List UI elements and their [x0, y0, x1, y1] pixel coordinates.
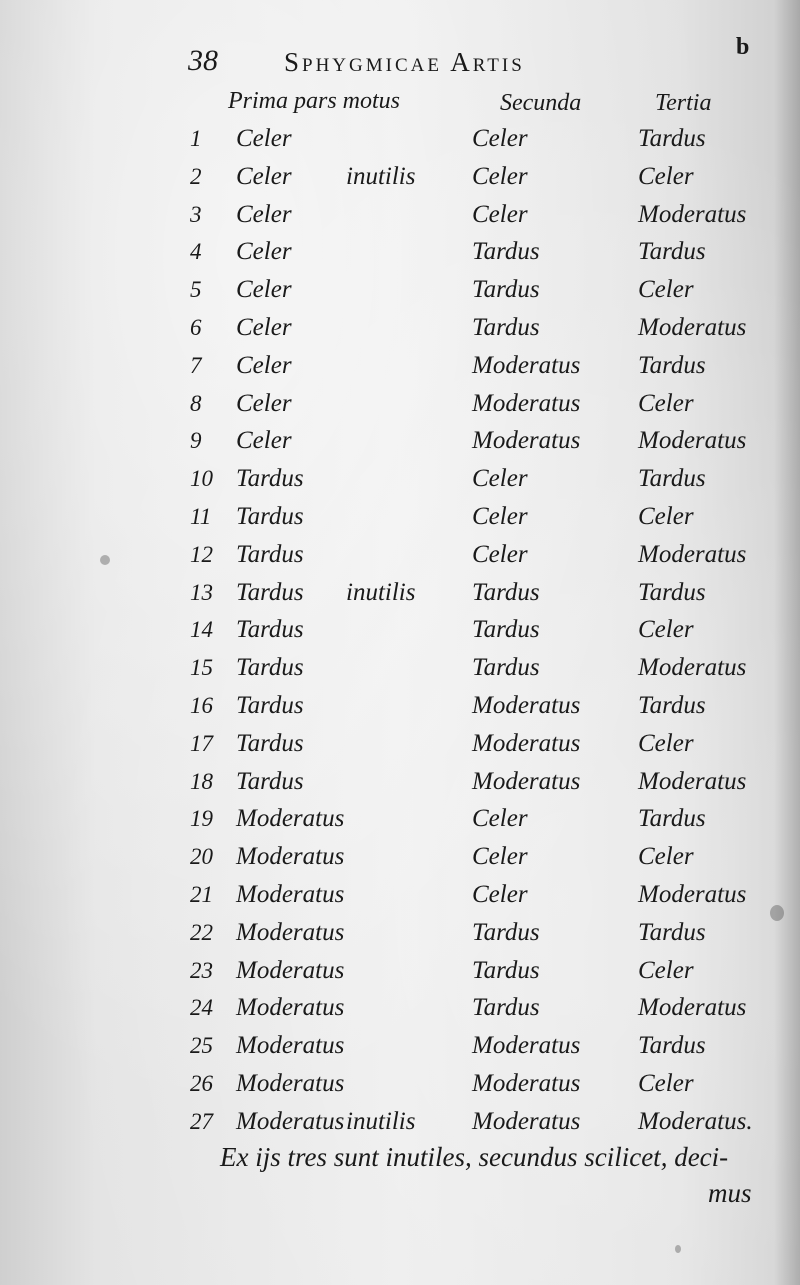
footer-text: Ex ijs tres sunt inutiles, secundus scilicet, deci- [220, 1142, 729, 1172]
row-number: 12 [190, 542, 213, 567]
second-part-cell: Tardus [472, 579, 540, 606]
first-part-cell: Celer [236, 276, 292, 303]
third-part-cell: Celer [638, 957, 694, 984]
first-part-cell: Celer [236, 238, 292, 265]
row-number: 4 [190, 239, 202, 264]
first-part-cell: Moderatus [236, 1108, 345, 1135]
row-number: 1 [190, 126, 202, 151]
second-part-cell: Tardus [472, 616, 540, 643]
second-part-cell: Celer [472, 125, 528, 152]
column-header-first: Prima pars motus [228, 88, 401, 114]
third-part-cell: Moderatus [638, 994, 747, 1021]
second-part-cell: Moderatus [472, 1108, 581, 1135]
third-part-cell: Tardus [638, 238, 706, 265]
second-part-cell: Celer [472, 465, 528, 492]
second-part-cell: Celer [472, 881, 528, 908]
first-part-cell: Moderatus [236, 843, 345, 870]
second-part-cell: Tardus [472, 654, 540, 681]
ink-speck [770, 905, 784, 921]
footer-continuation: mus [708, 1178, 752, 1208]
third-part-cell: Celer [638, 503, 694, 530]
row-number: 16 [190, 693, 213, 718]
second-part-cell: Celer [472, 503, 528, 530]
corner-mark: b [736, 34, 750, 60]
row-number: 15 [190, 655, 213, 680]
row-number: 18 [190, 769, 213, 794]
first-part-cell: Tardus [236, 692, 304, 719]
row-number: 17 [190, 731, 213, 756]
second-part-cell: Tardus [472, 957, 540, 984]
inutilis-note: inutilis [346, 1108, 416, 1135]
first-part-cell: Moderatus [236, 919, 345, 946]
row-number: 23 [190, 958, 213, 983]
third-part-cell: Moderatus [638, 654, 747, 681]
column-header-second: Secunda [500, 90, 582, 116]
third-part-cell: Moderatus. [638, 1108, 753, 1135]
first-part-cell: Moderatus [236, 881, 345, 908]
second-part-cell: Moderatus [472, 730, 581, 757]
second-part-cell: Tardus [472, 314, 540, 341]
row-number: 9 [190, 428, 202, 453]
second-part-cell: Moderatus [472, 768, 581, 795]
first-part-cell: Celer [236, 125, 292, 152]
ink-speck [675, 1245, 681, 1253]
second-part-cell: Moderatus [472, 427, 581, 454]
row-number: 21 [190, 882, 213, 907]
row-number: 11 [190, 504, 212, 529]
second-part-cell: Tardus [472, 276, 540, 303]
third-part-cell: Tardus [638, 919, 706, 946]
third-part-cell: Celer [638, 390, 694, 417]
row-number: 26 [190, 1071, 213, 1096]
row-number: 19 [190, 806, 213, 831]
first-part-cell: Moderatus [236, 1032, 345, 1059]
second-part-cell: Tardus [472, 994, 540, 1021]
page-number: 38 [188, 44, 218, 77]
third-part-cell: Tardus [638, 805, 706, 832]
running-title: Sphygmicae Artis [284, 47, 525, 77]
row-number: 14 [190, 617, 213, 642]
third-part-cell: Celer [638, 163, 694, 190]
column-header-third: Tertia [655, 90, 712, 116]
second-part-cell: Celer [472, 541, 528, 568]
first-part-cell: Tardus [236, 541, 304, 568]
third-part-cell: Tardus [638, 125, 706, 152]
first-part-cell: Moderatus [236, 805, 345, 832]
first-part-cell: Tardus [236, 654, 304, 681]
first-part-cell: Moderatus [236, 994, 345, 1021]
third-part-cell: Celer [638, 843, 694, 870]
row-number: 3 [190, 202, 202, 227]
row-number: 27 [190, 1109, 213, 1134]
second-part-cell: Moderatus [472, 692, 581, 719]
second-part-cell: Tardus [472, 919, 540, 946]
first-part-cell: Tardus [236, 503, 304, 530]
first-part-cell: Celer [236, 390, 292, 417]
second-part-cell: Tardus [472, 238, 540, 265]
first-part-cell: Tardus [236, 730, 304, 757]
third-part-cell: Moderatus [638, 314, 747, 341]
first-part-cell: Tardus [236, 768, 304, 795]
third-part-cell: Celer [638, 616, 694, 643]
third-part-cell: Tardus [638, 579, 706, 606]
second-part-cell: Celer [472, 843, 528, 870]
second-part-cell: Moderatus [472, 390, 581, 417]
ink-speck [100, 555, 110, 565]
third-part-cell: Tardus [638, 465, 706, 492]
second-part-cell: Celer [472, 163, 528, 190]
third-part-cell: Celer [638, 276, 694, 303]
row-number: 25 [190, 1033, 213, 1058]
second-part-cell: Moderatus [472, 1032, 581, 1059]
row-number: 20 [190, 844, 213, 869]
third-part-cell: Moderatus [638, 768, 747, 795]
row-number: 5 [190, 277, 202, 302]
third-part-cell: Celer [638, 1070, 694, 1097]
first-part-cell: Celer [236, 163, 292, 190]
first-part-cell: Tardus [236, 465, 304, 492]
third-part-cell: Tardus [638, 1032, 706, 1059]
row-number: 10 [190, 466, 213, 491]
row-number: 2 [190, 164, 202, 189]
first-part-cell: Tardus [236, 616, 304, 643]
row-number: 7 [190, 353, 202, 378]
second-part-cell: Celer [472, 201, 528, 228]
third-part-cell: Moderatus [638, 427, 747, 454]
third-part-cell: Moderatus [638, 541, 747, 568]
row-number: 6 [190, 315, 202, 340]
third-part-cell: Moderatus [638, 201, 747, 228]
row-number: 22 [190, 920, 213, 945]
row-number: 24 [190, 995, 213, 1020]
row-number: 8 [190, 391, 202, 416]
first-part-cell: Celer [236, 427, 292, 454]
third-part-cell: Moderatus [638, 881, 747, 908]
inutilis-note: inutilis [346, 579, 416, 606]
first-part-cell: Celer [236, 314, 292, 341]
third-part-cell: Celer [638, 730, 694, 757]
second-part-cell: Celer [472, 805, 528, 832]
first-part-cell: Moderatus [236, 1070, 345, 1097]
first-part-cell: Celer [236, 352, 292, 379]
row-number: 13 [190, 580, 213, 605]
inutilis-note: inutilis [346, 163, 416, 190]
first-part-cell: Moderatus [236, 957, 345, 984]
third-part-cell: Tardus [638, 352, 706, 379]
second-part-cell: Moderatus [472, 352, 581, 379]
third-part-cell: Tardus [638, 692, 706, 719]
first-part-cell: Tardus [236, 579, 304, 606]
first-part-cell: Celer [236, 201, 292, 228]
second-part-cell: Moderatus [472, 1070, 581, 1097]
